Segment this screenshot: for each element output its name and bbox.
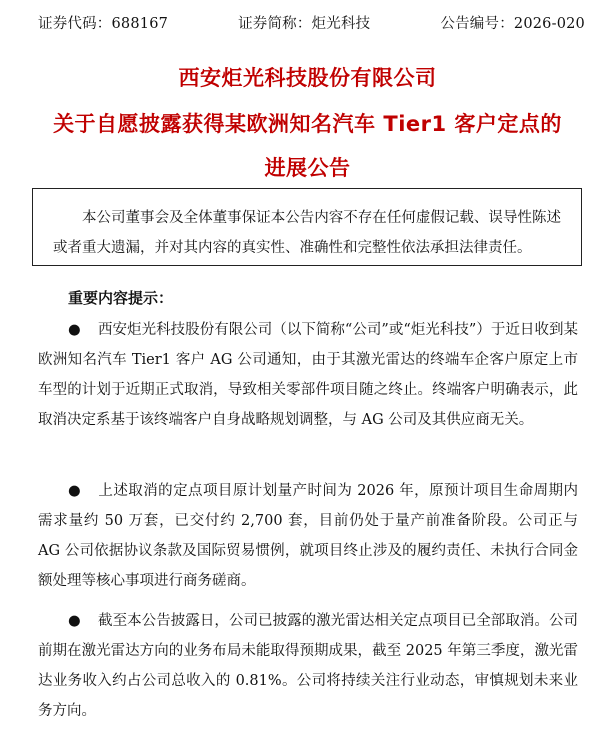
- key-point-1: [38, 315, 578, 435]
- stock-code: 证券代码：688167: [38, 16, 169, 32]
- key-point-2: [38, 476, 578, 596]
- key-point-3: [38, 606, 578, 726]
- bullet-icon: ●: [68, 322, 81, 338]
- announcement-number: 公告编号：2026-020: [440, 16, 585, 32]
- announcement-title-line1: 关于自愿披露获得某欧洲知名汽车 Tier1 客户定点的: [53, 112, 562, 136]
- board-statement: 本公司董事会及全体董事保证本公告内容不存在任何虚假记载、误导性陈述或者重大遗漏，并对其内容的真实性、准确性和完整性依法承担法律责任。: [32, 188, 582, 266]
- announcement-header: [38, 12, 585, 33]
- key-point-text: 上述取消的定点项目原计划量产时间为 2026 年，原预计项目生命周期内需求量约 50 万套，已交付约 2,700 套，目前仍处于量产前准备阶段。公司正与 AG 公司依据协议条款及国际贸易惯例，就项目终止涉及的履约责任、未执行合同金额处理等核心事项进行商务磋商。: [38, 483, 578, 589]
- announcement-title-line2: 进展公告: [264, 156, 351, 180]
- company-title: 西安炬光科技股份有限公司: [178, 66, 437, 90]
- stock-name: 证券简称：炬光科技: [238, 16, 371, 32]
- section-heading: 重要内容提示：: [68, 289, 174, 307]
- bullet-icon: ●: [68, 483, 81, 499]
- key-point-text: 西安炬光科技股份有限公司（以下简称“公司”或“炬光科技”）于近日收到某欧洲知名汽车 Tier1 客户 AG 公司通知，由于其激光雷达的终端车企客户原定上市车型的计划于近期正式取消，导致相关零部件项目随之终止。终端客户明确表示，此取消决定系基于该终端客户自身战略规划调整，与 AG 公司及其供应商无关。: [38, 322, 578, 428]
- bullet-icon: ●: [68, 613, 81, 629]
- key-point-text: 截至本公告披露日，公司已披露的激光雷达相关定点项目已全部取消。公司前期在激光雷达方向的业务布局未能取得预期成果，截至 2025 年第三季度，激光雷达业务收入约占公司总收入的 0.81%。公司将持续关注行业动态，审慎规划未来业务方向。: [38, 613, 578, 719]
